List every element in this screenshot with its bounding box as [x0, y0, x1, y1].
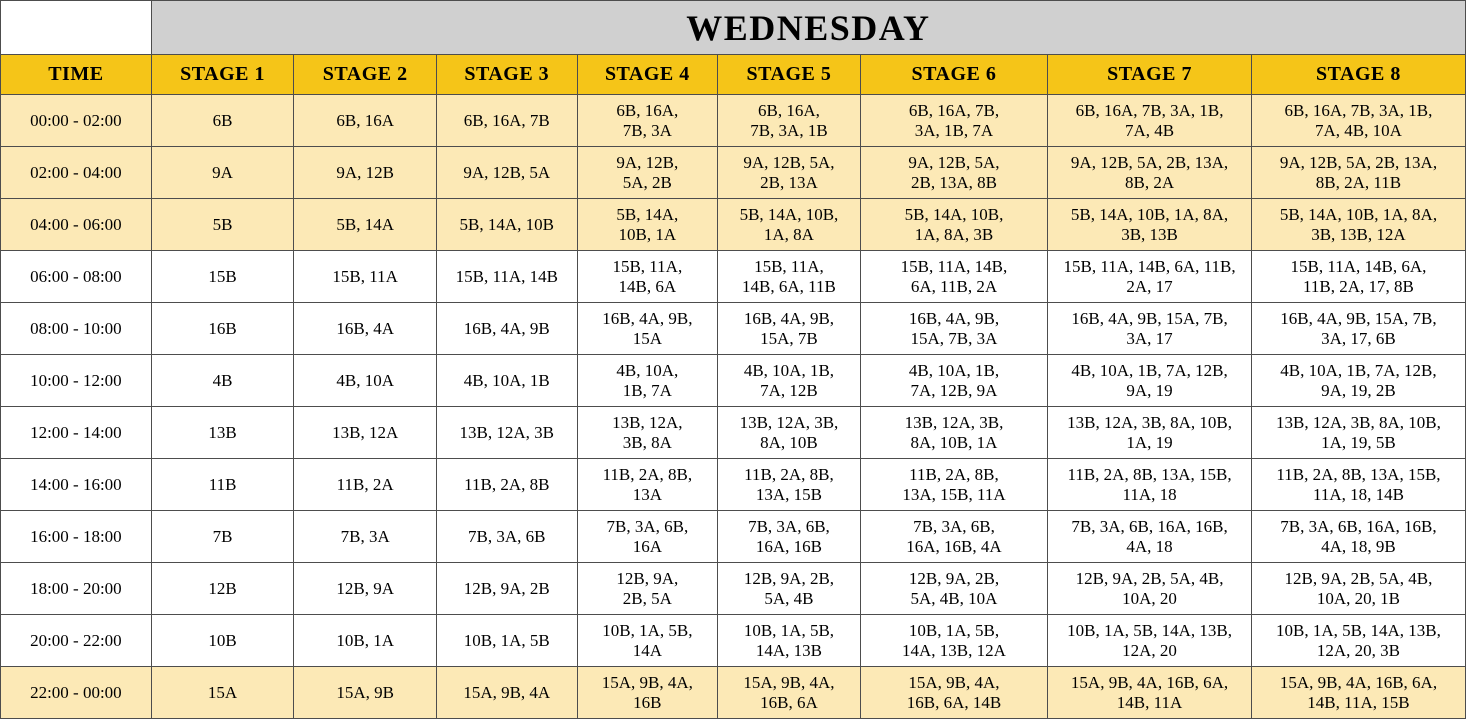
- stage-2-cell: 15A, 9B: [294, 667, 437, 719]
- time-slot-cell: 16:00 - 18:00: [1, 511, 152, 563]
- stage-3-cell: 15A, 9B, 4A: [436, 667, 577, 719]
- time-slot-cell: 14:00 - 16:00: [1, 459, 152, 511]
- stage-5-cell: 9A, 12B, 5A, 2B, 13A: [718, 147, 861, 199]
- stage-2-cell: 15B, 11A: [294, 251, 437, 303]
- time-slot-cell: 02:00 - 04:00: [1, 147, 152, 199]
- stage-4-cell: 15B, 11A, 14B, 6A: [577, 251, 718, 303]
- stage-2-cell: 13B, 12A: [294, 407, 437, 459]
- stage-6-cell: 15A, 9B, 4A, 16B, 6A, 14B: [860, 667, 1047, 719]
- stage-8-cell: 12B, 9A, 2B, 5A, 4B, 10A, 20, 1B: [1251, 563, 1465, 615]
- stage-6-cell: 13B, 12A, 3B, 8A, 10B, 1A: [860, 407, 1047, 459]
- stage-2-cell: 4B, 10A: [294, 355, 437, 407]
- table-row: [1, 511, 1466, 563]
- stage-4-cell: 15A, 9B, 4A, 16B: [577, 667, 718, 719]
- time-slot-cell: 20:00 - 22:00: [1, 615, 152, 667]
- column-header-stage-5: STAGE 5: [718, 55, 861, 95]
- column-header-stage-7: STAGE 7: [1048, 55, 1252, 95]
- column-header-stage-1: STAGE 1: [151, 55, 294, 95]
- stage-3-cell: 11B, 2A, 8B: [436, 459, 577, 511]
- stage-7-cell: 10B, 1A, 5B, 14A, 13B, 12A, 20: [1048, 615, 1252, 667]
- stage-6-cell: 10B, 1A, 5B, 14A, 13B, 12A: [860, 615, 1047, 667]
- time-slot-cell: 18:00 - 20:00: [1, 563, 152, 615]
- stage-5-cell: 11B, 2A, 8B, 13A, 15B: [718, 459, 861, 511]
- stage-8-cell: 16B, 4A, 9B, 15A, 7B, 3A, 17, 6B: [1251, 303, 1465, 355]
- stage-3-cell: 13B, 12A, 3B: [436, 407, 577, 459]
- stage-2-cell: 12B, 9A: [294, 563, 437, 615]
- stage-3-cell: 10B, 1A, 5B: [436, 615, 577, 667]
- stage-6-cell: 11B, 2A, 8B, 13A, 15B, 11A: [860, 459, 1047, 511]
- table-row: [1, 459, 1466, 511]
- stage-1-cell: 12B: [151, 563, 294, 615]
- stage-8-cell: 5B, 14A, 10B, 1A, 8A, 3B, 13B, 12A: [1251, 199, 1465, 251]
- stage-7-cell: 12B, 9A, 2B, 5A, 4B, 10A, 20: [1048, 563, 1252, 615]
- stage-4-cell: 13B, 12A, 3B, 8A: [577, 407, 718, 459]
- stage-7-cell: 9A, 12B, 5A, 2B, 13A, 8B, 2A: [1048, 147, 1252, 199]
- time-slot-cell: 06:00 - 08:00: [1, 251, 152, 303]
- stage-5-cell: 15A, 9B, 4A, 16B, 6A: [718, 667, 861, 719]
- stage-6-cell: 5B, 14A, 10B, 1A, 8A, 3B: [860, 199, 1047, 251]
- stage-2-cell: 5B, 14A: [294, 199, 437, 251]
- stage-3-cell: 16B, 4A, 9B: [436, 303, 577, 355]
- stage-8-cell: 6B, 16A, 7B, 3A, 1B, 7A, 4B, 10A: [1251, 95, 1465, 147]
- stage-3-cell: 9A, 12B, 5A: [436, 147, 577, 199]
- stage-1-cell: 4B: [151, 355, 294, 407]
- stage-5-cell: 16B, 4A, 9B, 15A, 7B: [718, 303, 861, 355]
- table-row: [1, 303, 1466, 355]
- stage-4-cell: 11B, 2A, 8B, 13A: [577, 459, 718, 511]
- column-header-stage-8: STAGE 8: [1251, 55, 1465, 95]
- stage-1-cell: 15A: [151, 667, 294, 719]
- stage-6-cell: 12B, 9A, 2B, 5A, 4B, 10A: [860, 563, 1047, 615]
- column-header-stage-3: STAGE 3: [436, 55, 577, 95]
- stage-8-cell: 11B, 2A, 8B, 13A, 15B, 11A, 18, 14B: [1251, 459, 1465, 511]
- stage-1-cell: 15B: [151, 251, 294, 303]
- stage-6-cell: 6B, 16A, 7B, 3A, 1B, 7A: [860, 95, 1047, 147]
- stage-4-cell: 12B, 9A, 2B, 5A: [577, 563, 718, 615]
- stage-5-cell: 13B, 12A, 3B, 8A, 10B: [718, 407, 861, 459]
- stage-1-cell: 16B: [151, 303, 294, 355]
- stage-2-cell: 7B, 3A: [294, 511, 437, 563]
- table-row: [1, 667, 1466, 719]
- stage-8-cell: 9A, 12B, 5A, 2B, 13A, 8B, 2A, 11B: [1251, 147, 1465, 199]
- time-slot-cell: 10:00 - 12:00: [1, 355, 152, 407]
- table-row: [1, 199, 1466, 251]
- stage-1-cell: 6B: [151, 95, 294, 147]
- stage-2-cell: 6B, 16A: [294, 95, 437, 147]
- stage-6-cell: 15B, 11A, 14B, 6A, 11B, 2A: [860, 251, 1047, 303]
- stage-7-cell: 15A, 9B, 4A, 16B, 6A, 14B, 11A: [1048, 667, 1252, 719]
- stage-3-cell: 4B, 10A, 1B: [436, 355, 577, 407]
- stage-4-cell: 10B, 1A, 5B, 14A: [577, 615, 718, 667]
- stage-7-cell: 11B, 2A, 8B, 13A, 15B, 11A, 18: [1048, 459, 1252, 511]
- column-header-time: TIME: [1, 55, 152, 95]
- stage-8-cell: 4B, 10A, 1B, 7A, 12B, 9A, 19, 2B: [1251, 355, 1465, 407]
- time-slot-cell: 22:00 - 00:00: [1, 667, 152, 719]
- stage-5-cell: 12B, 9A, 2B, 5A, 4B: [718, 563, 861, 615]
- stage-4-cell: 9A, 12B, 5A, 2B: [577, 147, 718, 199]
- stage-2-cell: 10B, 1A: [294, 615, 437, 667]
- table-row: [1, 563, 1466, 615]
- stage-7-cell: 6B, 16A, 7B, 3A, 1B, 7A, 4B: [1048, 95, 1252, 147]
- stage-8-cell: 7B, 3A, 6B, 16A, 16B, 4A, 18, 9B: [1251, 511, 1465, 563]
- stage-2-cell: 11B, 2A: [294, 459, 437, 511]
- title-row: [1, 1, 1466, 55]
- stage-4-cell: 6B, 16A, 7B, 3A: [577, 95, 718, 147]
- stage-7-cell: 7B, 3A, 6B, 16A, 16B, 4A, 18: [1048, 511, 1252, 563]
- table-row: [1, 147, 1466, 199]
- stage-8-cell: 15B, 11A, 14B, 6A, 11B, 2A, 17, 8B: [1251, 251, 1465, 303]
- table-row: [1, 251, 1466, 303]
- stage-4-cell: 16B, 4A, 9B, 15A: [577, 303, 718, 355]
- stage-7-cell: 5B, 14A, 10B, 1A, 8A, 3B, 13B: [1048, 199, 1252, 251]
- stage-2-cell: 16B, 4A: [294, 303, 437, 355]
- time-slot-cell: 04:00 - 06:00: [1, 199, 152, 251]
- stage-8-cell: 13B, 12A, 3B, 8A, 10B, 1A, 19, 5B: [1251, 407, 1465, 459]
- table-row: [1, 615, 1466, 667]
- stage-1-cell: 11B: [151, 459, 294, 511]
- stage-3-cell: 12B, 9A, 2B: [436, 563, 577, 615]
- stage-8-cell: 10B, 1A, 5B, 14A, 13B, 12A, 20, 3B: [1251, 615, 1465, 667]
- table-row: [1, 355, 1466, 407]
- column-header-stage-6: STAGE 6: [860, 55, 1047, 95]
- column-header-row: [1, 55, 1466, 95]
- time-slot-cell: 00:00 - 02:00: [1, 95, 152, 147]
- column-header-stage-4: STAGE 4: [577, 55, 718, 95]
- table-row: [1, 407, 1466, 459]
- stage-7-cell: 16B, 4A, 9B, 15A, 7B, 3A, 17: [1048, 303, 1252, 355]
- stage-5-cell: 15B, 11A, 14B, 6A, 11B: [718, 251, 861, 303]
- stage-4-cell: 5B, 14A, 10B, 1A: [577, 199, 718, 251]
- stage-5-cell: 7B, 3A, 6B, 16A, 16B: [718, 511, 861, 563]
- stage-7-cell: 15B, 11A, 14B, 6A, 11B, 2A, 17: [1048, 251, 1252, 303]
- stage-1-cell: 9A: [151, 147, 294, 199]
- stage-2-cell: 9A, 12B: [294, 147, 437, 199]
- stage-4-cell: 4B, 10A, 1B, 7A: [577, 355, 718, 407]
- stage-3-cell: 5B, 14A, 10B: [436, 199, 577, 251]
- stage-8-cell: 15A, 9B, 4A, 16B, 6A, 14B, 11A, 15B: [1251, 667, 1465, 719]
- column-header-stage-2: STAGE 2: [294, 55, 437, 95]
- page-title: WEDNESDAY: [151, 1, 1465, 55]
- stage-1-cell: 13B: [151, 407, 294, 459]
- stage-7-cell: 13B, 12A, 3B, 8A, 10B, 1A, 19: [1048, 407, 1252, 459]
- stage-7-cell: 4B, 10A, 1B, 7A, 12B, 9A, 19: [1048, 355, 1252, 407]
- stage-1-cell: 7B: [151, 511, 294, 563]
- stage-6-cell: 7B, 3A, 6B, 16A, 16B, 4A: [860, 511, 1047, 563]
- stage-5-cell: 6B, 16A, 7B, 3A, 1B: [718, 95, 861, 147]
- stage-5-cell: 4B, 10A, 1B, 7A, 12B: [718, 355, 861, 407]
- title-row-spacer: [1, 1, 152, 55]
- stage-3-cell: 6B, 16A, 7B: [436, 95, 577, 147]
- stage-3-cell: 7B, 3A, 6B: [436, 511, 577, 563]
- stage-5-cell: 10B, 1A, 5B, 14A, 13B: [718, 615, 861, 667]
- stage-1-cell: 10B: [151, 615, 294, 667]
- stage-6-cell: 4B, 10A, 1B, 7A, 12B, 9A: [860, 355, 1047, 407]
- schedule-body: [1, 95, 1466, 719]
- time-slot-cell: 08:00 - 10:00: [1, 303, 152, 355]
- stage-3-cell: 15B, 11A, 14B: [436, 251, 577, 303]
- stage-1-cell: 5B: [151, 199, 294, 251]
- table-row: [1, 95, 1466, 147]
- time-slot-cell: 12:00 - 14:00: [1, 407, 152, 459]
- stage-4-cell: 7B, 3A, 6B, 16A: [577, 511, 718, 563]
- stage-6-cell: 16B, 4A, 9B, 15A, 7B, 3A: [860, 303, 1047, 355]
- stage-5-cell: 5B, 14A, 10B, 1A, 8A: [718, 199, 861, 251]
- stage-6-cell: 9A, 12B, 5A, 2B, 13A, 8B: [860, 147, 1047, 199]
